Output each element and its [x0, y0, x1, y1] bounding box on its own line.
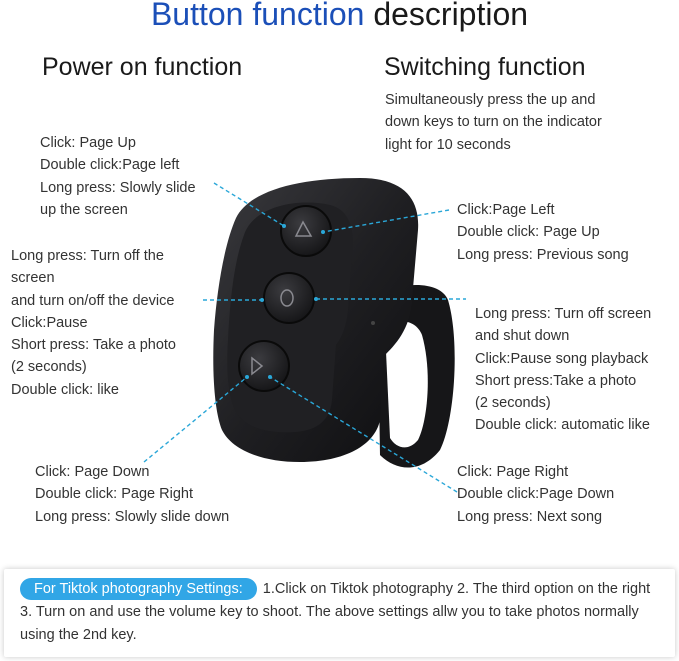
callout-line: Long press: Next song: [457, 508, 603, 525]
heading-power-on: Power on function: [42, 53, 243, 81]
callout-line: Short press:Take a photo: [475, 372, 637, 389]
callout-line: Click:Pause song playback: [475, 350, 649, 367]
callout-line: Double click: Page Right: [35, 486, 193, 503]
callout-line: Click:Pause: [11, 314, 88, 331]
note-line: Simultaneously press the up and: [385, 92, 596, 108]
callout-line: Long press: Slowly slide down: [35, 508, 230, 525]
callout-line: Click: Page Up: [40, 135, 136, 151]
callout-line: Double click:Page Down: [457, 486, 615, 503]
callout-line: Long press: Previous song: [457, 246, 629, 263]
callout-line: Short press: Take a photo: [11, 337, 176, 354]
title-highlight: Button function: [150, 0, 365, 32]
callout-line: up the screen: [40, 201, 128, 218]
callout-line: Double click: like: [11, 381, 119, 398]
callout-up-right: [457, 199, 629, 266]
note-line: light for 10 seconds: [385, 136, 511, 153]
note-line: down keys to turn on the indicator: [385, 114, 602, 131]
callout-line: and shut down: [475, 328, 570, 345]
tiktok-settings-body: 1.Click on Tiktok photography 2. The third option on the right 3. Turn on and use the volume key to shoot. The above settings allw you to take photos normally using the 2nd key.: [20, 581, 651, 643]
callout-line: and turn on/off the device: [11, 292, 175, 309]
callout-middle-left: [11, 245, 176, 401]
callout-line: screen: [11, 270, 55, 287]
callout-line: Long press: Turn off the: [11, 248, 164, 264]
callout-down-left: [35, 461, 229, 528]
tiktok-settings-box: [4, 569, 675, 657]
title-rest: description: [373, 0, 529, 32]
callout-middle-right: [475, 303, 651, 437]
callout-line: (2 seconds): [475, 395, 551, 412]
tiktok-settings-text: [20, 578, 660, 647]
callout-line: Double click: automatic like: [475, 417, 650, 434]
callout-line: Long press: Turn off screen: [475, 306, 652, 322]
callout-up-left: [40, 132, 196, 221]
callout-line: Click: Page Right: [457, 464, 569, 480]
callout-line: Long press: Slowly slide: [40, 179, 196, 196]
callout-line: (2 seconds): [11, 359, 87, 376]
heading-switching: Switching function: [384, 53, 586, 81]
callout-line: Click:Page Left: [457, 202, 555, 218]
button-middle: [264, 273, 314, 323]
callout-line: Double click: Page Up: [457, 224, 600, 241]
callout-line: Click: Page Down: [35, 464, 150, 480]
callout-line: Double click:Page left: [40, 157, 180, 174]
callout-down-right: [457, 461, 614, 528]
tiktok-settings-tag: For Tiktok photography Settings:: [20, 578, 257, 600]
